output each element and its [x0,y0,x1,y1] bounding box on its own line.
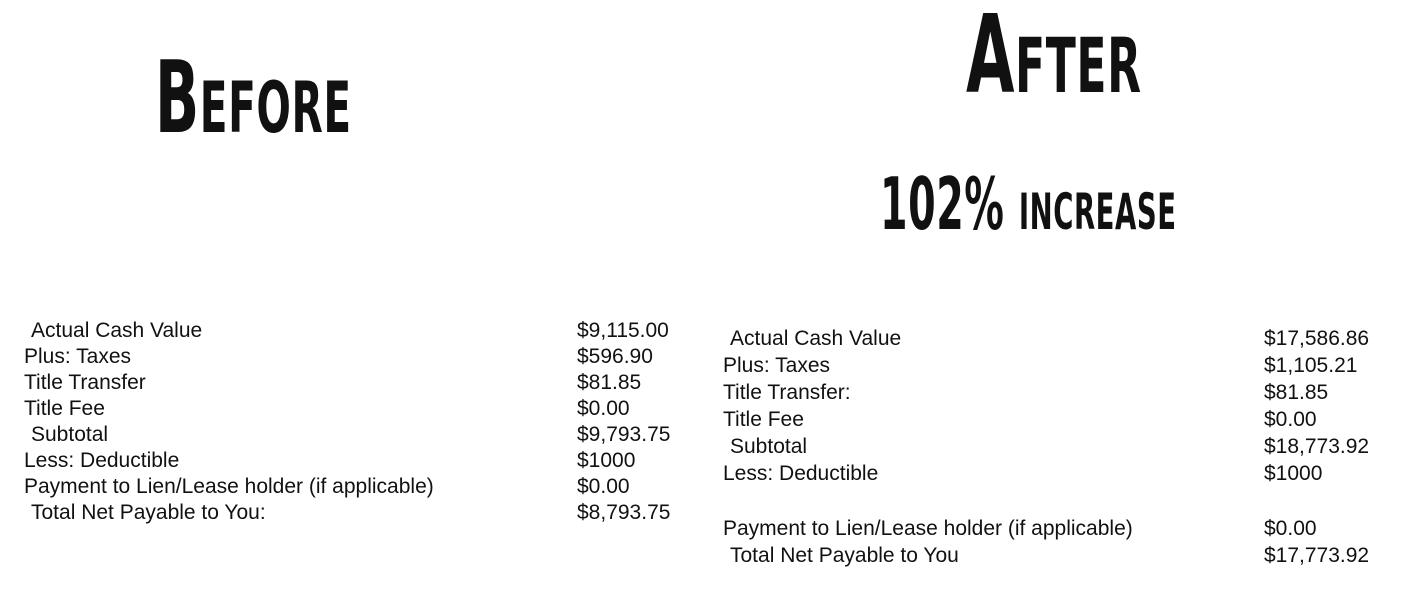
before-settlement-table [24,318,704,538]
row-label: Title Fee [723,408,804,431]
row-value: $0.00 [1264,408,1317,431]
row-value: $17,773.92 [1264,544,1370,567]
row-label: Payment to Lien/Lease holder (if applicable) [24,475,434,498]
row-label: Title Transfer: [723,381,851,404]
row-value: $1000 [577,449,636,472]
row-value: $1,105.21 [1264,354,1358,377]
row-value: $81.85 [1264,381,1329,404]
before-title: Before [155,39,352,156]
row-label: Title Transfer [24,371,146,394]
row-label: Plus: Taxes [723,354,830,377]
row-value: $596.90 [577,345,653,368]
row-label: Title Fee [24,397,105,420]
row-value: $8,793.75 [577,501,671,524]
after-title: After [966,0,1142,118]
row-label: Total Net Payable to You: [31,501,266,524]
row-label: Plus: Taxes [24,345,131,368]
row-value: $18,773.92 [1264,435,1370,458]
row-value: $9,115.00 [577,319,669,342]
row-value: $81.85 [577,371,642,394]
row-label: Subtotal [31,423,109,446]
row-label: Payment to Lien/Lease holder (if applicable) [723,517,1133,540]
row-label: Actual Cash Value [31,319,203,342]
row-label: Less: Deductible [723,462,879,485]
row-value: $0.00 [577,397,630,420]
row-label: Subtotal [730,435,808,458]
after-subtitle: 102% increase [880,162,1177,246]
row-value: $9,793.75 [577,423,671,446]
after-settlement-table [723,326,1403,576]
row-value: $0.00 [1264,517,1317,540]
row-label: Less: Deductible [24,449,180,472]
row-label: Actual Cash Value [730,327,902,350]
row-value: $17,586.86 [1264,327,1370,350]
row-value: $1000 [1264,462,1323,485]
row-label: Total Net Payable to You [730,544,959,567]
row-value: $0.00 [577,475,630,498]
